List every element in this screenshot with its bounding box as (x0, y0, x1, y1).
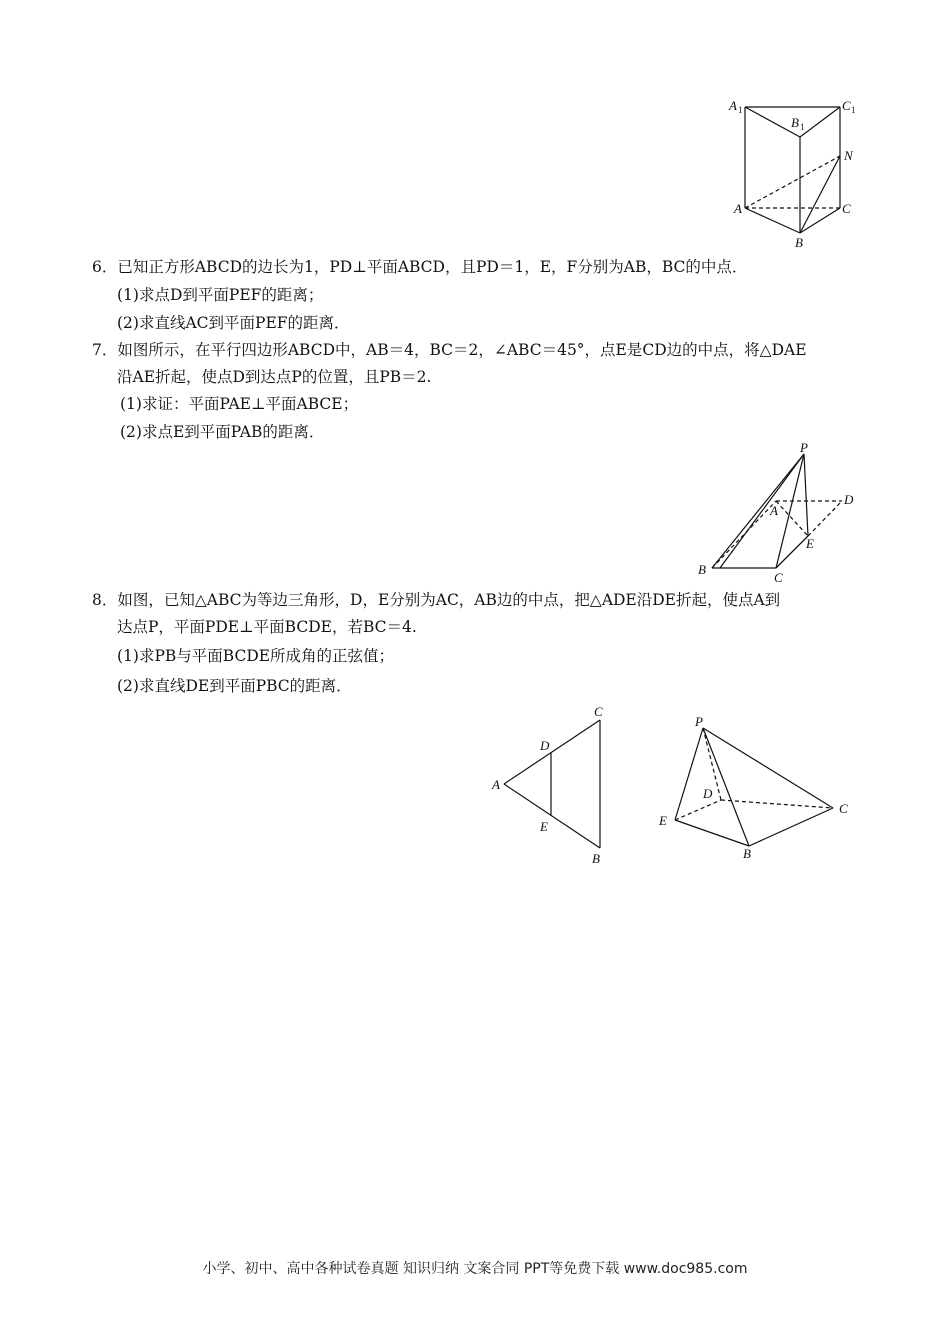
problem-8-statement: 8．如图，已知△ABC为等边三角形，D，E分别为AC，AB边的中点，把△ADE沿DE折起，使点A到 (92, 591, 781, 609)
problem-6-question-1: (1)求点D到平面PEF的距离； (117, 286, 324, 304)
label-C: C (594, 704, 603, 719)
label-A: A (770, 503, 778, 518)
label-A: A (492, 777, 500, 792)
label-A1-sub: 1 (738, 105, 743, 115)
label-A1: A (729, 98, 737, 113)
label-E: E (659, 813, 667, 828)
problem-8-question-2: (2)求直线DE到平面PBC的距离． (117, 677, 352, 695)
problem-8-question-1: (1)求PB与平面BCDE所成角的正弦值； (117, 647, 395, 665)
label-B: B (698, 562, 706, 577)
label-B: B (743, 846, 751, 861)
problem-7-question-2: (2)求点E到平面PAB的距离． (120, 423, 325, 441)
problem-8-statement-cont: 达点P，平面PDE⊥平面BCDE，若BC＝4. (117, 618, 417, 636)
problem-7-statement-cont: 沿AE折起，使点D到达点P的位置，且PB＝2. (117, 368, 432, 386)
label-P: P (800, 440, 808, 455)
pyramid-figure-7 (690, 440, 865, 590)
label-D: D (844, 492, 854, 507)
problem-6-statement: 6．已知正方形ABCD的边长为1，PD⊥平面ABCD，且PD＝1，E，F分别为AB，BC的中点． (92, 258, 748, 276)
label-E: E (540, 819, 548, 834)
label-D: D (540, 738, 550, 753)
problem-6-question-2: (2)求直线AC到平面PEF的距离． (117, 314, 350, 332)
prism-figure (725, 90, 865, 250)
label-A: A (734, 201, 742, 216)
label-D: D (703, 786, 713, 801)
label-C: C (842, 201, 851, 216)
label-C1-sub: 1 (851, 105, 856, 115)
label-B1: B (791, 115, 799, 130)
label-E: E (806, 536, 814, 551)
footer-text: 小学、初中、高中各种试卷真题 知识归纳 文案合同 PPT等免费下载 www.doc985.com (202, 1261, 748, 1277)
problem-7-question-1: (1)求证：平面PAE⊥平面ABCE； (120, 395, 359, 413)
triangle-figure-8 (488, 700, 618, 870)
label-C: C (774, 570, 783, 585)
label-P: P (695, 714, 703, 729)
label-B: B (795, 235, 803, 250)
problem-7-statement: 7．如图所示，在平行四边形ABCD中，AB＝4，BC＝2，∠ABC＝45°，点E是CD边的中点，将△DAE (92, 341, 807, 359)
label-B1-sub: 1 (800, 122, 805, 132)
label-N: N (844, 148, 853, 163)
label-C1: C (842, 98, 851, 113)
label-B: B (592, 851, 600, 866)
pyramid-figure-8 (655, 708, 855, 868)
label-C: C (839, 801, 848, 816)
